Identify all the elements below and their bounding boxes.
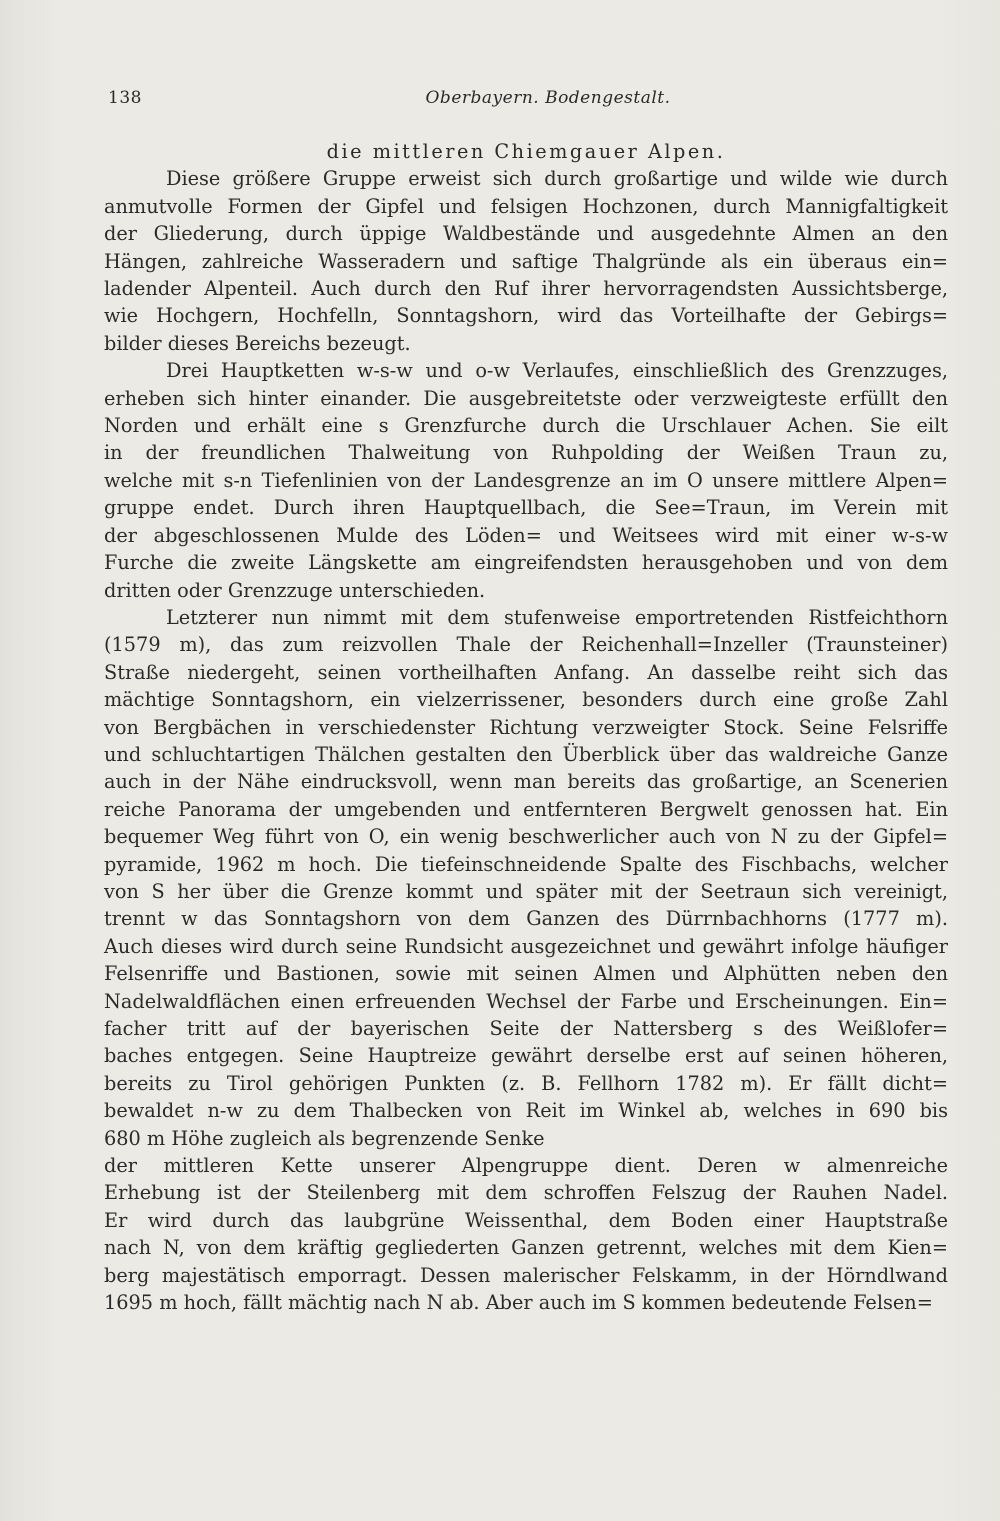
text-line: erheben sich hinter einander. Die ausgebreitetste oder verzweigteste erfüllt den	[104, 386, 948, 410]
text-line: Letzterer nun nimmt mit dem stufenweise emportretenden Ristfeichthorn	[166, 605, 948, 629]
paragraph	[104, 604, 948, 1152]
text-line: facher tritt auf der bayerischen Seite der Nattersberg s des Weißlofer=	[104, 1017, 948, 1040]
text-line: berg majestätisch emporragt. Dessen malerischer Felskamm, in der Hörndlwand	[104, 1263, 948, 1287]
text-line: der mittleren Kette unserer Alpengruppe dient. Deren w almenreiche	[104, 1154, 948, 1178]
page-number: 138	[108, 88, 142, 108]
text-line: Erhebung ist der Steilenberg mit dem schroffen Felszug der Rauhen Nadel.	[104, 1181, 948, 1205]
text-line: auch in der Nähe eindrucksvoll, wenn man bereits das großartige, an Scenerien	[104, 770, 948, 794]
text-line: trennt w das Sonntagshorn von dem Ganzen des Dürrnbachhorns (1777 m).	[104, 907, 948, 931]
text-line: baches entgegen. Seine Hauptreize gewährt derselbe erst auf seinen höheren,	[104, 1044, 948, 1068]
text-line: in der freundlichen Thalweitung von Ruhpolding der Weißen Traun zu,	[104, 441, 948, 465]
text-line: bereits zu Tirol gehörigen Punkten (z. B. Fellhorn 1782 m). Er fällt dicht=	[104, 1071, 948, 1095]
section-heading: die mittleren Chiemgauer Alpen.	[326, 140, 726, 163]
text-line: Nadelwaldflächen einen erfreuenden Wechsel der Farbe und Erscheinungen. Ein=	[104, 989, 948, 1013]
text-line: welche mit s-n Tiefenlinien von der Landesgrenze an im O unsere mittlere Alpen=	[104, 468, 948, 492]
text-line: mächtige Sonntagshorn, ein vielzerrissener, besonders durch eine große Zahl	[104, 688, 948, 712]
text-line: und schluchtartigen Thälchen gestalten den Überblick über das waldreiche Ganze	[104, 742, 948, 766]
text-line: reiche Panorama der umgebenden und entfernteren Bergwelt genossen hat. Ein	[104, 797, 948, 821]
paragraph	[104, 1152, 948, 1316]
page-header	[108, 88, 948, 116]
text-line: von S her über die Grenze kommt und später mit der Seetraun sich vereinigt,	[104, 879, 948, 903]
paragraphs	[104, 165, 948, 1316]
text-line: Furche die zweite Längskette am eingreifendsten herausgehoben und von dem	[104, 551, 948, 575]
text-line: bewaldet n-w zu dem Thalbecken von Reit im Winkel ab, welches in 690 bis	[104, 1099, 948, 1123]
text-line: Er wird durch das laubgrüne Weissenthal, dem Boden einer Hauptstraße	[104, 1208, 948, 1232]
text-line: dritten oder Grenzzuge unterschieden.	[104, 578, 486, 602]
text-line: Straße niedergeht, seinen vortheilhaften Anfang. An dasselbe reiht sich das	[104, 660, 948, 684]
text-line: pyramide, 1962 m hoch. Die tiefeinschneidende Spalte des Fischbachs, welcher	[104, 852, 948, 876]
text-line: der abgeschlossenen Mulde des Löden= und Weitsees wird mit einer w-s-w	[104, 523, 948, 547]
text-line: Norden und erhält eine s Grenzfurche durch die Urschlauer Achen. Sie eilt	[104, 414, 948, 438]
text-line: 1695 m hoch, fällt mächtig nach N ab. Aber auch im S kommen bedeutende Felsen=	[104, 1291, 933, 1315]
paragraph	[104, 165, 948, 357]
text-line: Auch dieses wird durch seine Rundsicht ausgezeichnet und gewährt infolge häufiger	[104, 934, 948, 958]
text-line: Diese größere Gruppe erweist sich durch großartige und wilde wie durch	[166, 167, 948, 191]
text-line: bequemer Weg führt von O, ein wenig beschwerlicher auch von N zu der Gipfel=	[104, 825, 948, 849]
text-line: 680 m Höhe zugleich als begrenzende Senke	[104, 1126, 545, 1150]
text-line: gruppe endet. Durch ihren Hauptquellbach, die See=Traun, im Verein mit	[104, 496, 948, 520]
text-line: bilder dieses Bereichs bezeugt.	[104, 331, 411, 355]
text-line: nach N, von dem kräftig gegliederten Ganzen getrennt, welches mit dem Kien=	[104, 1236, 948, 1260]
text-line: von Bergbächen in verschiedenster Richtung verzweigter Stock. Seine Felsriffe	[104, 715, 948, 739]
text-line: Drei Hauptketten w-s-w und o-w Verlaufes, einschließlich des Grenzzuges,	[166, 359, 948, 383]
text-line: anmutvolle Formen der Gipfel und felsigen Hochzonen, durch Mannigfaltigkeit	[104, 194, 948, 218]
text-line: Felsenriffe und Bastionen, sowie mit seinen Almen und Alphütten neben den	[104, 962, 948, 986]
paragraph	[104, 357, 948, 604]
page-body	[104, 138, 948, 1316]
running-head: Oberbayern. Bodengestalt.	[425, 88, 671, 108]
text-line: ladender Alpenteil. Auch durch den Ruf ihrer hervorragendsten Aussichtsberge,	[104, 277, 948, 301]
text-line: (1579 m), das zum reizvollen Thale der Reichenhall=Inzeller (Traunsteiner)	[104, 633, 948, 657]
text-line: Hängen, zahlreiche Wasseradern und saftige Thalgründe als ein überaus ein=	[104, 249, 948, 273]
text-line: wie Hochgern, Hochfelln, Sonntagshorn, wird das Vorteilhafte der Gebirgs=	[104, 304, 948, 328]
text-line: der Gliederung, durch üppige Waldbestände und ausgedehnte Almen an den	[104, 222, 948, 246]
